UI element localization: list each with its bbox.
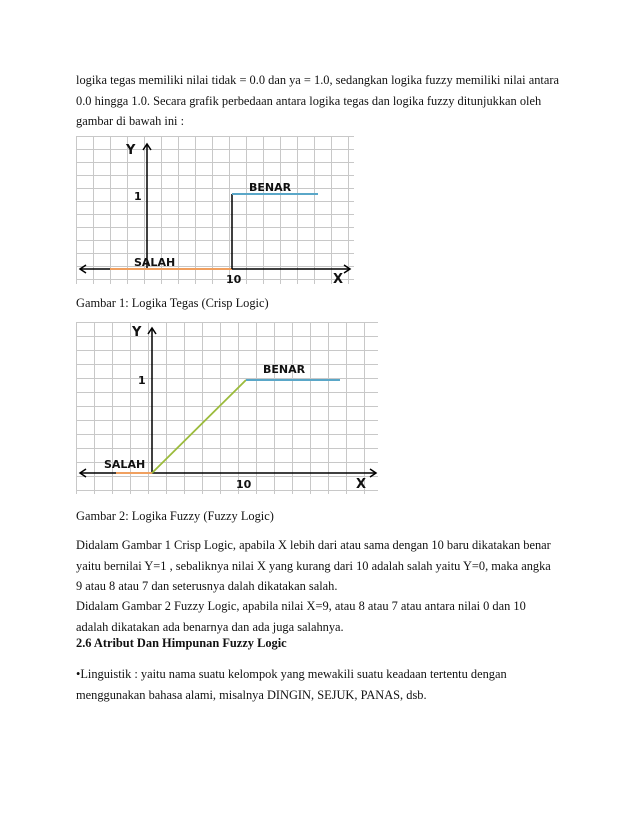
paragraph-fuzzy (76, 596, 563, 637)
x-tick-label: 10 (226, 273, 242, 286)
y-tick-label: 1 (134, 190, 142, 203)
salah-label: SALAH (104, 458, 146, 471)
text-line: gambar di bawah ini : (76, 114, 185, 128)
paragraph-linguistik (76, 664, 563, 705)
y-tick-label: 1 (138, 374, 146, 387)
figure-crisp-logic (76, 136, 356, 286)
text-line: menggunakan bahasa alami, misalnya DINGIN, SEJUK, PANAS, dsb. (76, 687, 427, 702)
figure-fuzzy-logic (76, 322, 380, 496)
y-axis-label: Y (126, 143, 136, 158)
text-line: 0.0 hingga 1.0. Secara grafik perbedaan antara logika tegas dan logika fuzzy ditunjukkan oleh (76, 93, 542, 108)
figure1-caption: Gambar 1: Logika Tegas (Crisp Logic) (76, 296, 269, 310)
y-axis-label: Y (132, 325, 142, 340)
section-heading: 2.6 Atribut Dan Himpunan Fuzzy Logic (76, 636, 287, 650)
intro-paragraph (76, 70, 563, 132)
x-axis-label: X (356, 477, 367, 492)
x-tick-label: 10 (236, 478, 252, 491)
x-axis-label: X (333, 272, 344, 286)
text-line: yaitu bernilai Y=1 , sebaliknya nilai X yang kurang dari 10 adalah salah yaitu Y=0, maka angka (76, 558, 551, 573)
grid (76, 136, 354, 284)
text-line: 9 atau 8 atau 7 dan seterusnya dalah dikatakan salah. (76, 579, 338, 593)
text-line: logika tegas memiliki nilai tidak = 0.0 dan ya = 1.0, sedangkan logika fuzzy memiliki nilai antara (76, 73, 559, 87)
benar-label: BENAR (263, 363, 306, 376)
figure2-caption: Gambar 2: Logika Fuzzy (Fuzzy Logic) (76, 509, 274, 523)
text-line: Didalam Gambar 1 Crisp Logic, apabila X lebih dari atau sama dengan 10 baru dikatakan benar (76, 538, 551, 552)
text-line: •Linguistik : yaitu nama suatu kelompok yang mewakili suatu keadaan tertentu dengan (76, 667, 507, 681)
text-line: adalah dikatakan ada benarnya dan ada juga salahnya. (76, 619, 344, 634)
salah-label: SALAH (134, 256, 176, 269)
benar-label: BENAR (249, 181, 292, 194)
y-axis (148, 328, 156, 473)
text-line: Didalam Gambar 2 Fuzzy Logic, apabila nilai X=9, atau 8 atau 7 atau antara nilai 0 dan 10 (76, 599, 526, 613)
paragraph-crisp (76, 535, 563, 597)
